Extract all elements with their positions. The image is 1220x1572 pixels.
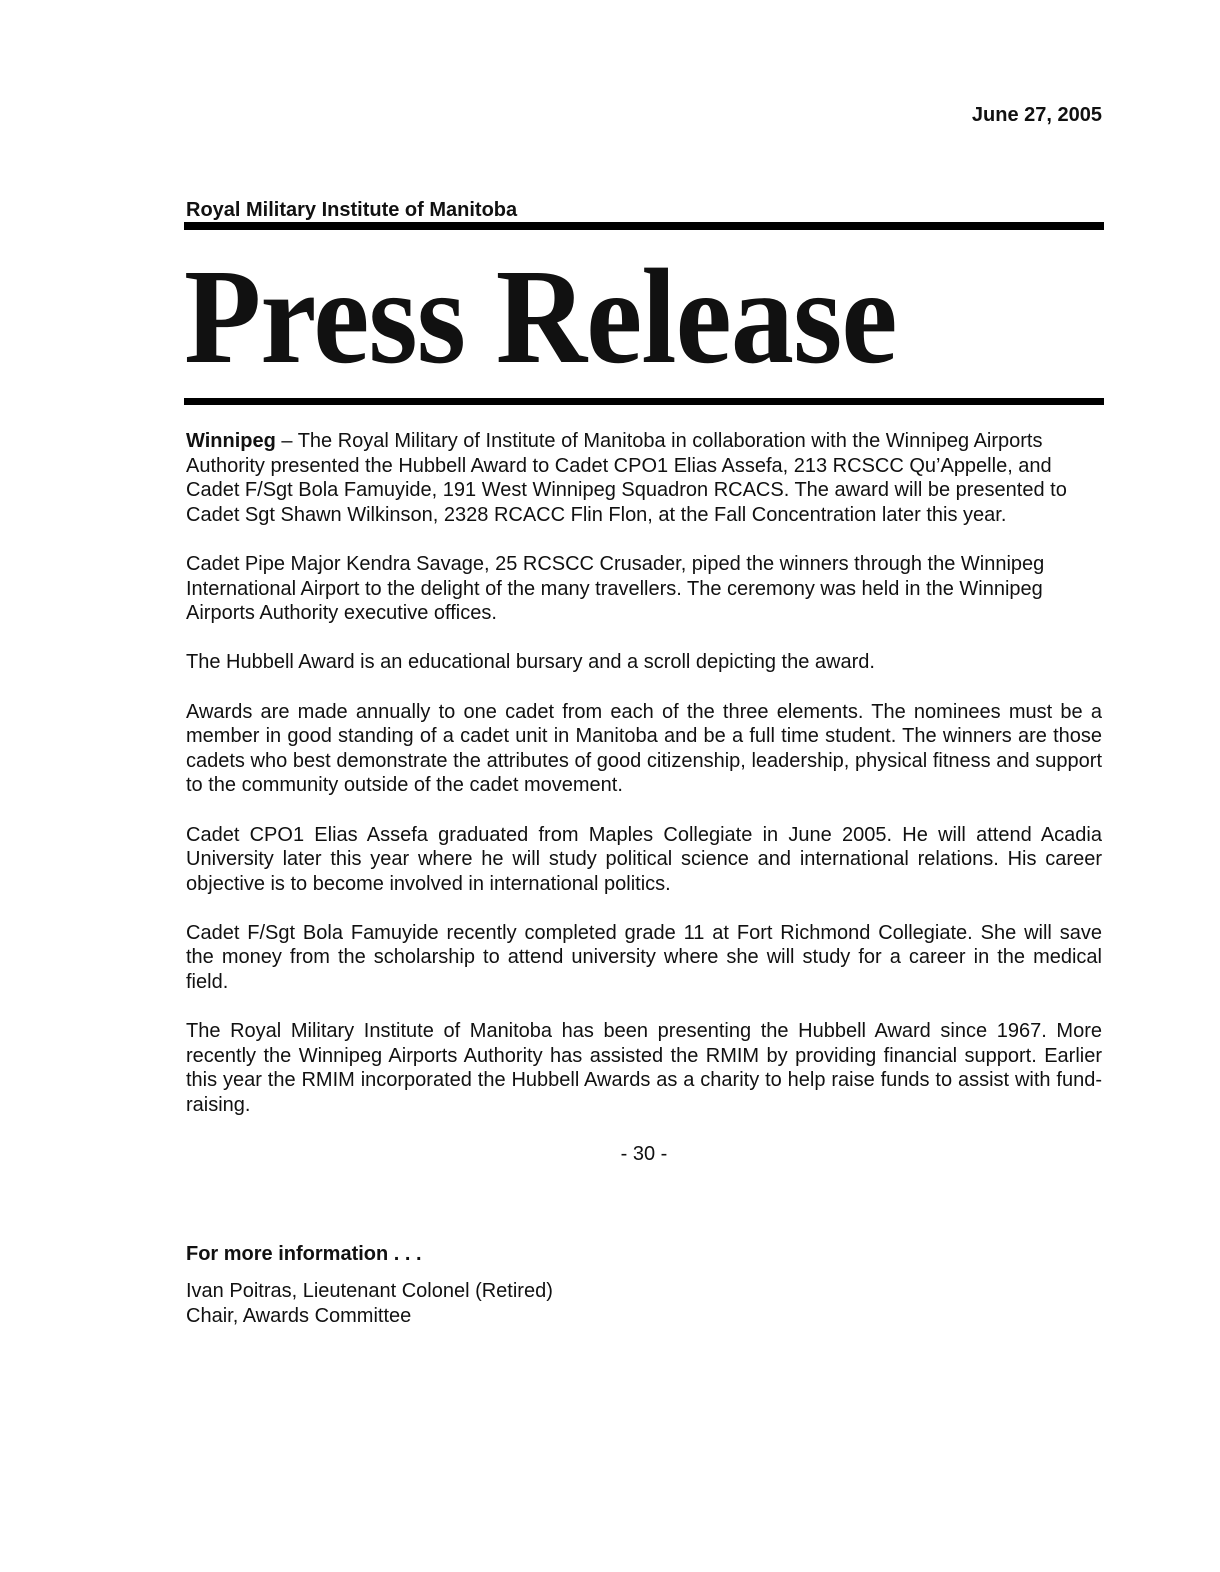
more-info-heading: For more information . . . bbox=[186, 1243, 422, 1265]
end-mark: - 30 - bbox=[620, 1143, 668, 1166]
page-title: Press Release bbox=[184, 242, 897, 392]
paragraph-famuyide: Cadet F/Sgt Bola Famuyide recently completed grade 11 at Fort Richmond Collegiate. She will save the money from the scholarship to attend university where she will study for a career in the medical field. bbox=[186, 921, 1102, 994]
release-date: June 27, 2005 bbox=[971, 104, 1102, 126]
paragraph-history: The Royal Military Institute of Manitoba has been presenting the Hubbell Award since 1967. More recently the Winnipeg Airports Authority has assisted the RMIM by providing financial support. Earlier this year the RMIM incorporated the Hubbell Awards as a charity to help raise funds to assist with fund-raising. bbox=[186, 1020, 1102, 1117]
intro-text: – The Royal Military of Institute of Manitoba in collaboration with the Winnipeg Airports Authority presented the Hubbell Award to Cadet CPO1 Elias Assefa, 213 RCSCC Qu’Appelle, and Cadet F/Sgt Bola Famuyide, 191 West Winnipeg Squadron RCACS. The award will be presented to Cadet Sgt Shawn Wilkinson, 2328 RCACC Flin Flon, at the Fall Concentration later this year. bbox=[186, 430, 1067, 526]
organization-name: Royal Military Institute of Manitoba bbox=[186, 199, 518, 221]
paragraph-piper: Cadet Pipe Major Kendra Savage, 25 RCSCC Crusader, piped the winners through the Winnipeg International Airport to the delight of the many travellers. The ceremony was held in the Winnipeg Airports Authority executive offices. bbox=[186, 552, 1045, 625]
dateline: Winnipeg bbox=[186, 430, 276, 452]
contact-name: Ivan Poitras, Lieutenant Colonel (Retired) bbox=[186, 1280, 553, 1302]
paragraph-intro bbox=[186, 429, 1102, 527]
contact-block bbox=[186, 1279, 553, 1329]
contact-title: Chair, Awards Committee bbox=[186, 1305, 412, 1327]
header-rule-bottom bbox=[184, 398, 1104, 405]
paragraph-criteria: Awards are made annually to one cadet from each of the three elements. The nominees must be a member in good standing of a cadet unit in Manitoba and be a full time student. The winners are those cadets who best demonstrate the attributes of good citizenship, leadership, physical fitness and support to the community outside of the cadet movement. bbox=[186, 700, 1102, 797]
release-body bbox=[186, 429, 1102, 1191]
paragraph-assefa: Cadet CPO1 Elias Assefa graduated from Maples Collegiate in June 2005. He will attend Acadia University later this year where he will study political science and international relations. His career objective is to become involved in international politics. bbox=[186, 823, 1102, 895]
header-rule-top bbox=[184, 222, 1104, 230]
paragraph-award-description: The Hubbell Award is an educational bursary and a scroll depicting the award. bbox=[186, 651, 875, 674]
